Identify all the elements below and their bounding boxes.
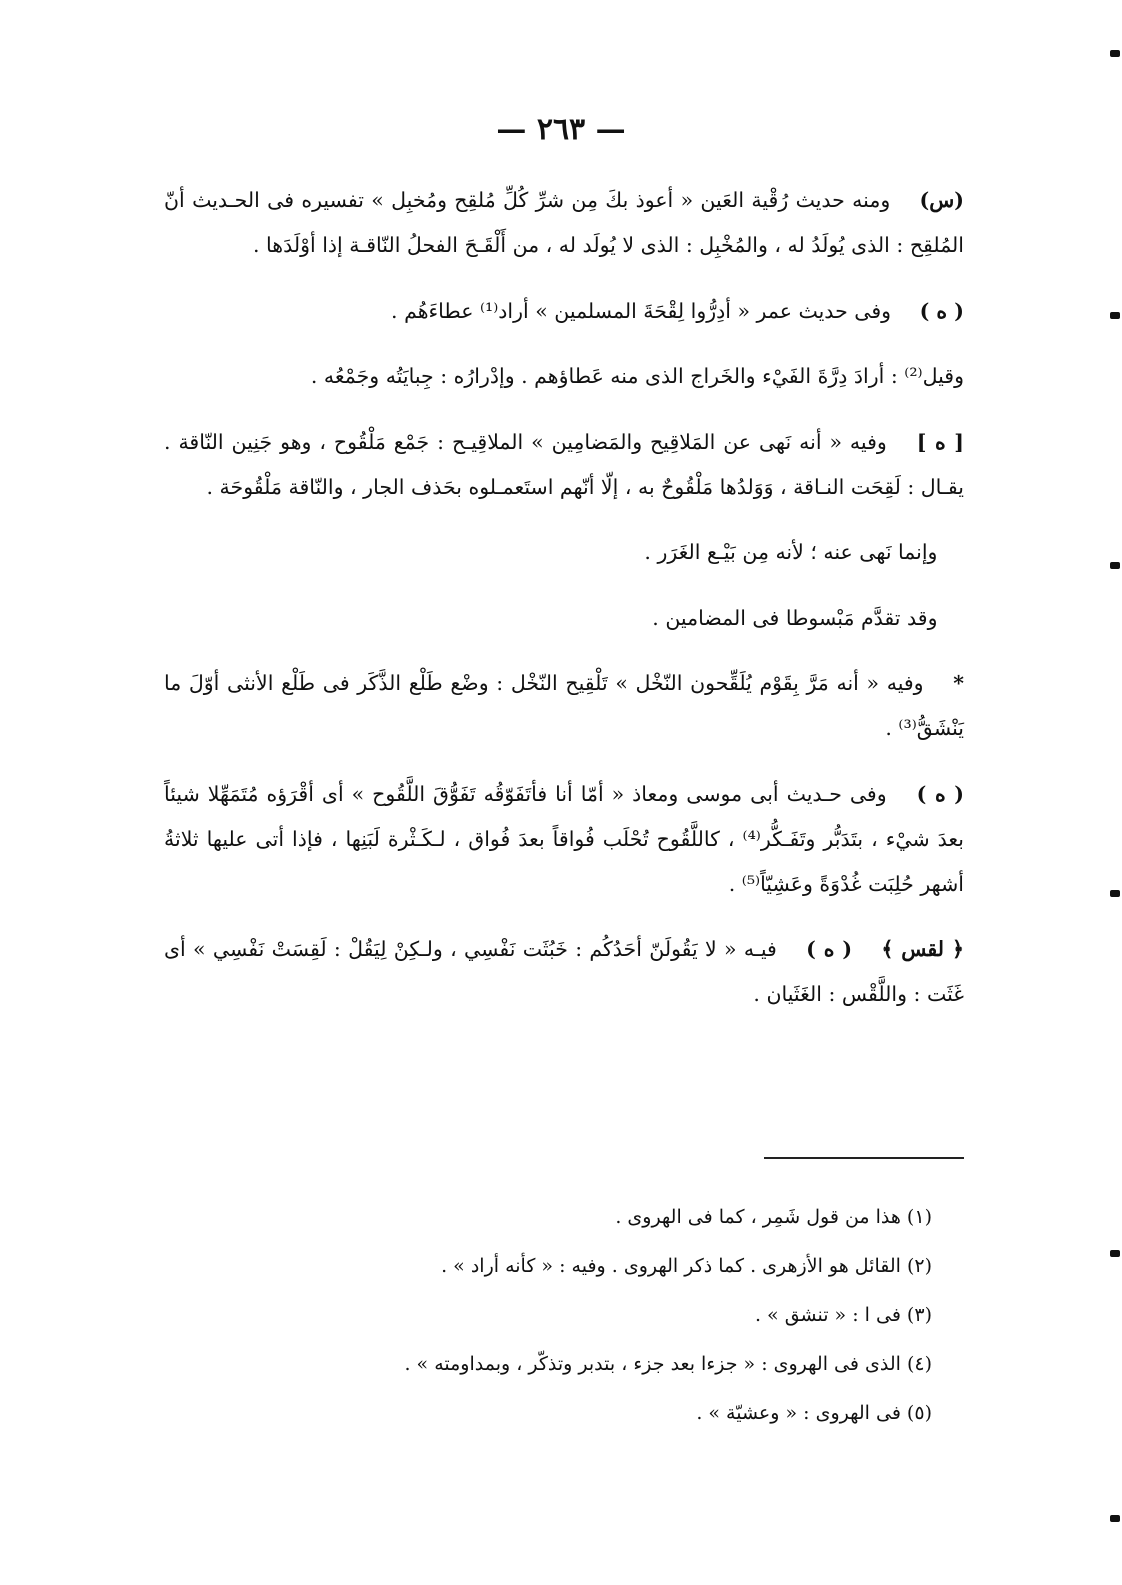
entry-marker: ( ه ) (806, 937, 853, 961)
entry-paragraph (164, 354, 964, 399)
scan-edge-mark (1110, 312, 1120, 319)
entry-text: وفيه « أنه نَهى عن المَلاقِيح والمَضامِين » الملاقِيـح : جَمْع مَلْقُوح ، وهو جَنِين النّاقة . يقـال : لَقِحَت النـاقة ، وَوَلدُها مَلْقُوحٌ به ، إلّا أنّهم استَعمـلوه بحَذف الجار ، والنّاقة مَلْقُوحَة . (164, 429, 964, 499)
footnote: (١) هذا من قول شَمِر ، كما فى الهروى . (615, 1206, 932, 1228)
scan-edge-mark (1110, 562, 1120, 569)
entry-text: وفيه « أنه مَرَّ بِقَوْم يُلَقِّحون النّخْل » تَلْقِيح النّخْل : وضْع طَلْع الذَّكَر فى طَلْع الأنثى أوّلَ ما يَنْشَقُّ⁽³⁾ . (164, 671, 964, 740)
entry-marker: (س) (919, 188, 964, 212)
footnotes (172, 1193, 932, 1438)
footnote: (٥) فى الهروى : « وعشيّة » . (696, 1402, 932, 1424)
entry-text: وفى حديث عمر « أدِرُّوا لِقْحَةَ المسلمين » أراد⁽¹⁾ عطاءَهُم . (391, 298, 892, 323)
main-text (164, 178, 964, 1031)
footnote: (٢) القائل هو الأزهرى . كما ذكر الهروى . وفيه : « كأنه أراد » . (441, 1255, 932, 1277)
entry-paragraph (164, 927, 964, 1017)
entry-marker: ( ه ) (919, 298, 964, 323)
entry-text: فيـه « لا يَقُولَنّ أحَدُكُم : خَبُثَت نَفْسِي ، ولـكِنْ لِيَقُلْ : لَقِسَتْ نَفْسِي » أى غَثَت : واللَّقْس : الغَثَيان . (164, 937, 964, 1006)
headword-marker: ﴿ لقس ﴾ (881, 937, 964, 961)
entry-text: وقد تقدَّم مَبْسوطا فى المضامين . (652, 605, 938, 630)
entry-marker: ( ه ) (916, 781, 964, 806)
entry-text: وإنما نَهى عنه ؛ لأنه مِن بَيْـع الغَرَر . (644, 540, 938, 564)
scan-edge-mark (1110, 1250, 1120, 1257)
scan-edge-mark (1110, 890, 1120, 897)
entry-marker: * (953, 671, 964, 695)
entry-marker: [ ه ] (916, 429, 964, 454)
entry-text: وقيل⁽²⁾ : أرادَ دِرَّةَ الفَيْء والخَراج الذى منه عَطاؤهم . وإدْرارُه : جِبايَتُه وجَمْعُه . (310, 364, 964, 388)
entry-paragraph (164, 289, 964, 334)
footnote: (٣) فى ا : « تنشق » . (754, 1304, 932, 1326)
entry-paragraph (164, 178, 964, 268)
entry-paragraph (164, 596, 964, 641)
entry-paragraph (164, 420, 964, 510)
page-number: — ٢٦٣ — (496, 112, 626, 147)
footnote-divider (764, 1157, 964, 1159)
scan-edge-mark (1110, 1515, 1120, 1522)
entry-paragraph (164, 530, 964, 575)
entry-text: ومنه حديث رُقْية العَين « أعوذ بكَ مِن شرِّ كُلِّ مُلقِح ومُخبِل » تفسيره فى الحـديث أنّ المُلقِح : الذى يُولَدُ له ، والمُخْبِل : الذى لا يُولَد له ، من أَلْقَـحَ الفحلُ النّاقـة إذا أوْلَدَها . (164, 188, 964, 257)
entry-paragraph (164, 661, 964, 751)
entry-text: وفى حـديث أبى موسى ومعاذ « أمّا أنا فأتَفَوّقُه تَفَوُّقَ اللَّقُوح » أى أقْرَؤه مُتَمَهِّلا شيئاً بعدَ شيْء ، بتَدَبُّر وتَفَـكُّر⁽⁴⁾ ، كاللَّقُوح تُحْلَب فُواقاً بعدَ فُواق ، لـكَـثْرة لَبَنِها ، فإذا أتى عليها ثلاثةُ أشهر حُلِبَت غُدْوَةً وعَشِيّاً⁽⁵⁾ . (164, 781, 964, 896)
entry-paragraph (164, 772, 964, 907)
scan-edge-mark (1110, 50, 1120, 57)
footnote: (٤) الذى فى الهروى : « جزءا بعد جزء ، بتدبر وتذكّر ، وبمداومته » . (404, 1353, 932, 1375)
